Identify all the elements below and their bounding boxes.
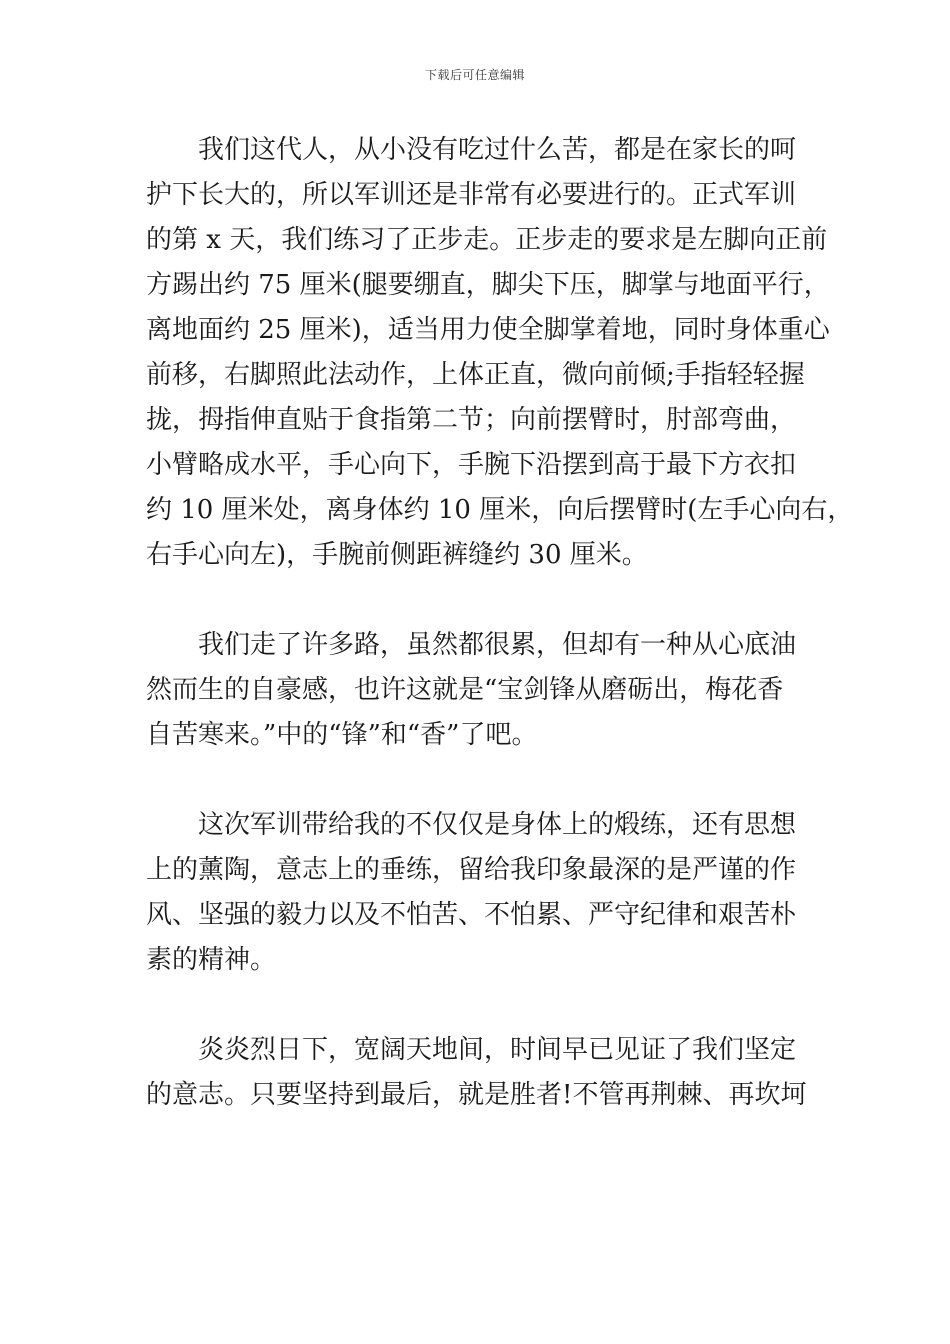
text-line: 我们走了许多路，虽然都很累，但却有一种从心底油: [198, 630, 797, 660]
paragraph-1: [146, 128, 854, 578]
paragraph-2: [146, 623, 808, 758]
text-line: 然而生的自豪感，也许这就是“宝剑锋从磨砺出，梅花香: [146, 675, 784, 705]
text-line: 前移，右脚照此法动作，上体正直，微向前倾;手指轻轻握: [146, 360, 805, 390]
text-line: 小臂略成水平，手心向下，手腕下沿摆到高于最下方衣扣: [146, 450, 797, 480]
text-line: 自苦寒来。”中的“锋”和“香”了吧。: [146, 720, 538, 750]
text-line: 右手心向左)，手腕前侧距裤缝约 30 厘米。: [146, 540, 648, 570]
paragraph-spacer: [146, 758, 808, 803]
text-line: 约 10 厘米处，离身体约 10 厘米，向后摆臂时(左手心向右，: [146, 495, 854, 525]
text-line: 我们这代人，从小没有吃过什么苦，都是在家长的呵: [198, 135, 797, 165]
paragraph-spacer: [146, 578, 808, 623]
page-header: 下载后可任意编辑: [424, 68, 525, 82]
text-line: 护下长大的，所以军训还是非常有必要进行的。正式军训: [146, 180, 797, 210]
text-line: 的意志。只要坚持到最后，就是胜者!不管再荆棘、再坎坷: [146, 1080, 807, 1110]
text-line: 拢，拇指伸直贴于食指第二节；向前摆臂时，肘部弯曲，: [146, 405, 797, 435]
paragraph-4: [146, 1028, 808, 1118]
text-line: 方踢出约 75 厘米(腿要绷直，脚尖下压，脚掌与地面平行，: [146, 270, 830, 300]
paragraph-3: [146, 803, 808, 983]
text-line: 这次军训带给我的不仅仅是身体上的煅练，还有思想: [198, 810, 797, 840]
paragraph-spacer: [146, 983, 808, 1028]
text-line: 素的精神。: [146, 945, 277, 975]
text-line: 炎炎烈日下，宽阔天地间，时间早已见证了我们坚定: [198, 1035, 797, 1065]
text-line: 的第 x 天，我们练习了正步走。正步走的要求是左脚向正前: [146, 225, 828, 255]
text-line: 风、坚强的毅力以及不怕苦、不怕累、严守纪律和艰苦朴: [146, 900, 797, 930]
document-body: [146, 128, 854, 1118]
text-line: 离地面约 25 厘米)，适当用力使全脚掌着地，同时身体重心: [146, 315, 830, 345]
text-line: 上的薰陶，意志上的垂练，留给我印象最深的是严谨的作: [146, 855, 797, 885]
